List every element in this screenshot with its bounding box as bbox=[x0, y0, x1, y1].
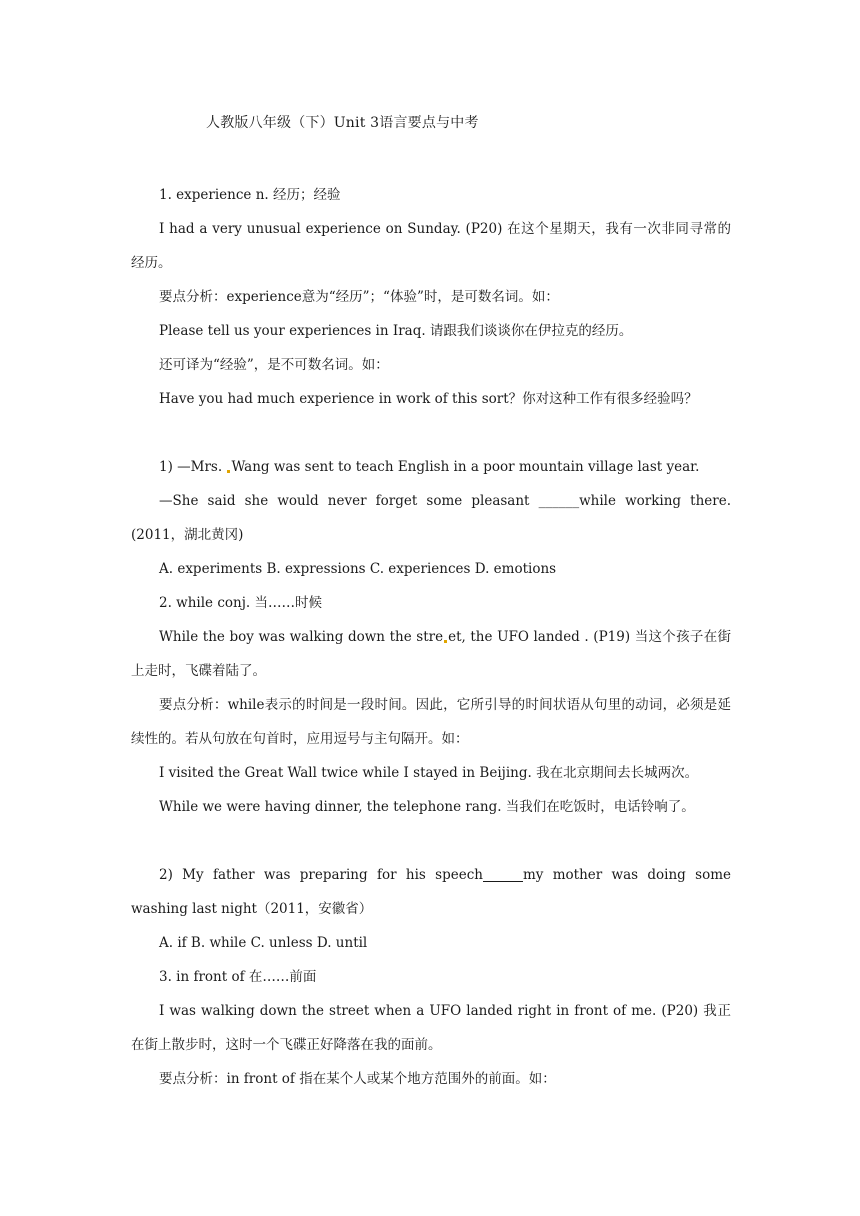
paragraph-example-ufo-front: I was walking down the street when a UFO landed right in front of me. (P20) 我正在街上散步时，这时一个飞碟正好降落在我的面前。 bbox=[131, 1003, 731, 1053]
ufo-example-part-a: While the boy was walking down the stre bbox=[159, 629, 444, 645]
paragraph-example-unusual-experience: I had a very unusual experience on Sunday. (P20) 在这个星期天，我有一次非同寻常的经历。 bbox=[131, 221, 731, 271]
paragraph-exercise-1-question bbox=[131, 450, 731, 484]
paragraph-exercise-2-question bbox=[131, 858, 731, 926]
document-body bbox=[131, 178, 731, 1096]
paragraph-exercise-1-options: A. experiments B. expressions C. experiences D. emotions bbox=[159, 561, 557, 577]
paragraph-analysis-experience: 要点分析：experience意为“经历”；“体验”时，是可数名词。如： bbox=[159, 289, 559, 305]
paragraph-analysis-in-front-of: 要点分析：in front of 指在某个人或某个地方范围外的前面。如： bbox=[159, 1071, 556, 1087]
paragraph-example-telephone: While we were having dinner, the telephone rang. 当我们在吃饭时，电话铃响了。 bbox=[159, 799, 695, 815]
exercise-1-part-b: Wang was sent to teach English in a poor mountain village last year. bbox=[231, 459, 700, 475]
paragraph-item-3-heading: 3. in front of 在……前面 bbox=[159, 969, 317, 985]
edit-mark bbox=[444, 640, 447, 643]
exercise-2-part-a: 2) My father was preparing for his speech bbox=[159, 867, 483, 883]
paragraph-item-2-heading: 2. while conj. 当……时候 bbox=[159, 595, 322, 611]
paragraph-item-1-heading: 1. experience n. 经历；经验 bbox=[159, 187, 341, 203]
document-title: 人教版八年级（下）Unit 3语言要点与中考 bbox=[206, 115, 479, 131]
paragraph-exercise-2-options: A. if B. while C. unless D. until bbox=[159, 935, 368, 951]
paragraph-exercise-1-reply: —She said she would never forget some pleasant ______while working there. (2011，湖北黄冈) bbox=[131, 493, 731, 543]
paragraph-example-ufo-landed bbox=[131, 620, 731, 688]
exercise-1-part-a: 1) —Mrs. bbox=[159, 459, 227, 475]
answer-blank bbox=[483, 865, 523, 882]
paragraph-uncountable-note: 还可译为“经验”，是不可数名词。如： bbox=[159, 357, 389, 373]
paragraph-example-work-sort: Have you had much experience in work of this sort？你对这种工作有很多经验吗？ bbox=[159, 391, 698, 407]
paragraph-analysis-while: 要点分析：while表示的时间是一段时间。因此，它所引导的时间状语从句里的动词，必须是延续性的。若从句放在句首时，应用逗号与主句隔开。如： bbox=[131, 697, 731, 747]
exercise-2-part-b: my mother was doing some washing last night（2011，安徽省） bbox=[131, 867, 731, 917]
edit-mark bbox=[227, 470, 230, 473]
ufo-example-part-b: et, the UFO landed . (P19) 当这个孩子在街上走时，飞碟着陆了。 bbox=[131, 629, 732, 679]
paragraph-example-great-wall: I visited the Great Wall twice while I stayed in Beijing. 我在北京期间去长城两次。 bbox=[159, 765, 699, 781]
paragraph-example-iraq: Please tell us your experiences in Iraq. 请跟我们谈谈你在伊拉克的经历。 bbox=[159, 323, 633, 339]
